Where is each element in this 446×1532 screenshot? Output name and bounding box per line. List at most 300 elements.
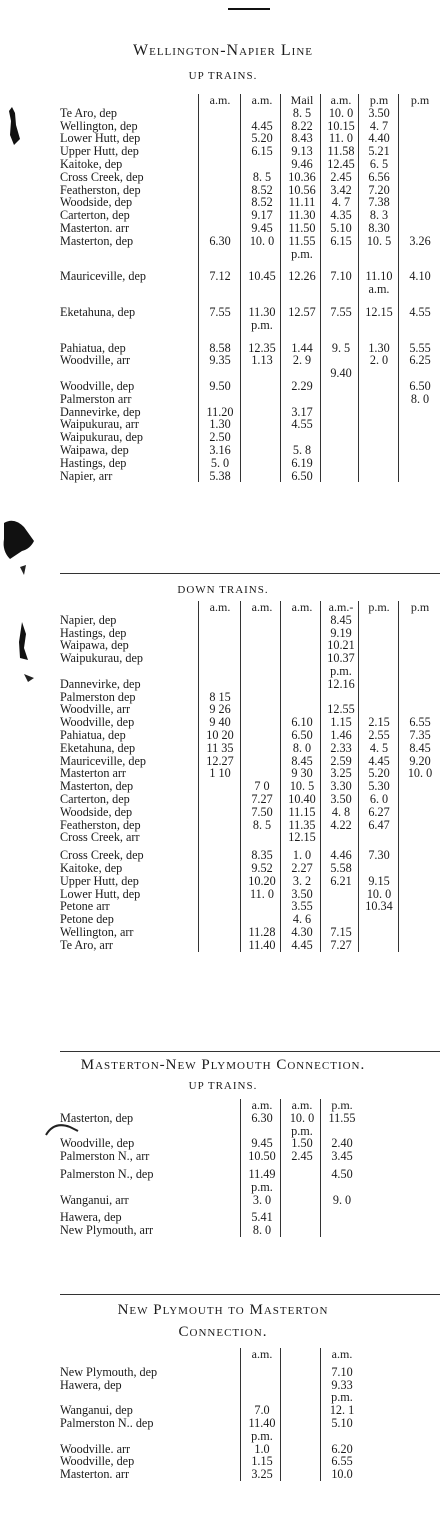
time-cell: 11.40 xyxy=(248,1415,276,1430)
time-cell: 7.10 xyxy=(331,1364,353,1379)
station-name: Wanganui, arr xyxy=(60,1192,129,1207)
time-cell: 3.50 xyxy=(368,105,390,120)
time-cell: 8.43 xyxy=(291,131,313,146)
time-cell: 11.20 xyxy=(206,404,234,419)
time-cell: 5. 0 xyxy=(210,455,230,470)
time-cell: 4.50 xyxy=(331,1166,353,1181)
time-cell: 10. 0 xyxy=(366,886,392,901)
time-cell: 9.13 xyxy=(291,144,313,159)
time-cell: 11.55 xyxy=(288,233,316,248)
time-cell: 8.45 xyxy=(330,612,352,627)
time-cell: 11 35 xyxy=(206,740,234,755)
time-cell: 7.38 xyxy=(368,195,390,210)
time-cell: p.m. xyxy=(251,317,273,332)
column-header: p.m xyxy=(369,93,389,107)
station-name: Masterton. arr xyxy=(60,220,130,235)
time-cell: 9 40 xyxy=(209,715,231,730)
time-cell: 8. 0 xyxy=(292,740,312,755)
station-name: Waipukurau, arr xyxy=(60,417,139,432)
time-cell: 7.27 xyxy=(330,937,352,952)
time-cell: 9 26 xyxy=(209,702,231,717)
time-cell: 5. 8 xyxy=(292,442,312,457)
column-rule xyxy=(280,1348,281,1481)
column-header: a.m. xyxy=(331,1347,353,1361)
station-name: Cross Creek, dep xyxy=(60,848,144,863)
column-header: a.m.- xyxy=(328,600,354,614)
time-cell: 2.33 xyxy=(330,740,352,755)
column-header: a.m. xyxy=(209,600,231,614)
time-cell: 9.52 xyxy=(251,860,273,875)
time-cell: 5.20 xyxy=(251,131,273,146)
time-cell: 1.0 xyxy=(254,1441,270,1456)
time-cell: 8. 3 xyxy=(369,208,389,223)
station-name: Featherston, dep xyxy=(60,817,141,832)
time-cell: 4. 7 xyxy=(331,195,351,210)
station-name: Palmerston N., dep xyxy=(60,1166,154,1181)
time-cell: 1.44 xyxy=(291,340,313,355)
section-rule xyxy=(60,1294,440,1295)
time-cell: 11.35 xyxy=(288,817,316,832)
time-cell: 7.12 xyxy=(209,269,231,284)
time-cell: 6.55 xyxy=(409,715,431,730)
wellington-napier-title: Wellington-Napier Line xyxy=(133,42,313,59)
time-cell: 7.35 xyxy=(409,727,431,742)
time-cell: 1 10 xyxy=(209,766,231,781)
time-cell: 6. 0 xyxy=(369,791,389,806)
time-cell: 1.50 xyxy=(291,1136,313,1151)
station-name: Napier, dep xyxy=(60,612,117,627)
time-cell: 8.58 xyxy=(209,340,231,355)
time-cell: p.m. xyxy=(291,246,313,261)
time-cell: 6.27 xyxy=(368,804,390,819)
station-name: Masterton, dep xyxy=(60,779,134,794)
time-cell: 3. 0 xyxy=(252,1192,272,1207)
time-cell: 11.58 xyxy=(327,144,355,159)
column-rule xyxy=(280,94,281,482)
time-cell: 6.15 xyxy=(251,144,273,159)
column-header: a.m. xyxy=(251,1347,273,1361)
time-cell: p.m. xyxy=(291,1123,313,1138)
station-name: Featherston, dep xyxy=(60,182,141,197)
time-cell: 11.11 xyxy=(288,195,316,210)
station-name: Woodville, dep xyxy=(60,378,135,393)
time-cell: 5.21 xyxy=(368,144,390,159)
time-cell: 8.35 xyxy=(251,848,273,863)
time-cell: 11.30 xyxy=(288,208,316,223)
station-name: Mauriceville, dep xyxy=(60,269,146,284)
time-cell: 1.13 xyxy=(251,353,273,368)
time-cell: 7.27 xyxy=(251,791,273,806)
time-cell: 8.45 xyxy=(291,753,313,768)
column-header: p.m xyxy=(410,93,430,107)
time-cell: 4.45 xyxy=(291,937,313,952)
time-cell: 6.50 xyxy=(409,378,431,393)
time-cell: 10. 0 xyxy=(328,105,354,120)
column-header: a.m. xyxy=(251,93,273,107)
np-masterton-title-1: New Plymouth to Masterton xyxy=(117,1302,329,1318)
time-cell: 6.30 xyxy=(209,233,231,248)
station-name: Te Aro, arr xyxy=(60,937,113,952)
column-rule xyxy=(240,601,241,952)
time-cell: 9.17 xyxy=(251,208,273,223)
column-header: a.m. xyxy=(251,600,273,614)
time-cell: 6.10 xyxy=(291,715,313,730)
top-rule xyxy=(228,8,270,10)
time-cell: 12.35 xyxy=(248,340,276,355)
time-cell: 5.41 xyxy=(251,1210,273,1225)
column-rule xyxy=(398,94,399,482)
time-cell: 6.25 xyxy=(409,353,431,368)
station-name: Masterton. arr xyxy=(60,1467,130,1482)
station-name: Cross Creek, arr xyxy=(60,830,140,845)
column-header: a.m. xyxy=(209,93,231,107)
station-name: Kaitoke, dep xyxy=(60,156,123,171)
time-cell: 3.50 xyxy=(330,791,352,806)
time-cell: 9.19 xyxy=(330,625,352,640)
time-cell: 9. 5 xyxy=(331,340,351,355)
column-header: a.m. xyxy=(291,1098,313,1112)
time-cell: 4.40 xyxy=(368,131,390,146)
station-name: Palmerston N.. dep xyxy=(60,1415,154,1430)
time-cell: 5.10 xyxy=(330,220,352,235)
time-cell: 11.28 xyxy=(248,924,276,939)
station-name: Pahiatua, dep xyxy=(60,340,126,355)
time-cell: 11. 0 xyxy=(250,886,274,901)
time-cell: 5.38 xyxy=(209,468,231,483)
column-header: a.m. xyxy=(291,600,313,614)
time-cell: 11.30 xyxy=(248,304,276,319)
time-cell: 6.55 xyxy=(331,1454,353,1469)
ink-blot-icon xyxy=(0,515,40,585)
time-cell: 12.27 xyxy=(206,753,234,768)
time-cell: 6.50 xyxy=(291,727,313,742)
column-rule xyxy=(240,1099,241,1237)
time-cell: 11.15 xyxy=(288,804,316,819)
time-cell: 2.15 xyxy=(368,715,390,730)
column-rule xyxy=(320,94,321,482)
station-name: Wanganui, dep xyxy=(60,1403,133,1418)
time-cell: 3.45 xyxy=(331,1149,353,1164)
station-name: Eketahuna, dep xyxy=(60,740,136,755)
station-name: Hastings, dep xyxy=(60,455,127,470)
time-cell: 6.19 xyxy=(291,455,313,470)
time-cell: p.m. xyxy=(251,1179,273,1194)
time-cell: 3.17 xyxy=(291,404,313,419)
time-cell: 4. 7 xyxy=(369,118,389,133)
time-cell: 6.15 xyxy=(330,233,352,248)
time-cell: 6. 5 xyxy=(369,156,389,171)
time-cell: 3.50 xyxy=(291,886,313,901)
time-cell: 1.46 xyxy=(330,727,352,742)
time-cell: 2.27 xyxy=(291,860,313,875)
time-cell: 11.55 xyxy=(328,1110,356,1125)
column-header: p.m xyxy=(410,600,430,614)
time-cell: 6.30 xyxy=(251,1110,273,1125)
station-name: Waipawa, dep xyxy=(60,638,129,653)
station-name: Wellington, arr xyxy=(60,924,134,939)
time-cell: 3. 2 xyxy=(292,873,312,888)
time-cell: 9.35 xyxy=(209,353,231,368)
time-cell: a.m. xyxy=(368,282,390,297)
time-cell: 7 0 xyxy=(254,779,270,794)
column-rule xyxy=(320,601,321,952)
station-name: Kaitoke, dep xyxy=(60,860,123,875)
down-trains-label: DOWN TRAINS. xyxy=(177,584,269,596)
time-cell: 10.37 xyxy=(327,651,355,666)
station-name: Hastings, dep xyxy=(60,625,127,640)
time-cell: 9. 0 xyxy=(332,1192,352,1207)
column-rule xyxy=(320,1348,321,1481)
pen-stroke-icon xyxy=(42,1115,82,1143)
time-cell: 3.25 xyxy=(330,766,352,781)
time-cell: 2. 0 xyxy=(369,353,389,368)
time-cell: 10 20 xyxy=(206,727,234,742)
column-header: Mail xyxy=(290,93,314,107)
time-cell: 7.55 xyxy=(330,304,352,319)
section-rule xyxy=(60,1051,440,1052)
time-cell: 9 30 xyxy=(291,766,313,781)
time-cell: 3.25 xyxy=(251,1467,273,1482)
station-name: Upper Hutt, dep xyxy=(60,873,139,888)
time-cell: 10.0 xyxy=(331,1467,353,1482)
time-cell: 1.30 xyxy=(209,417,231,432)
station-name: Pahiatua, dep xyxy=(60,727,126,742)
station-name: Upper Hutt, dep xyxy=(60,144,139,159)
time-cell: 9.40 xyxy=(330,366,352,381)
time-cell: 2.45 xyxy=(330,169,352,184)
time-cell: 3.30 xyxy=(330,779,352,794)
station-name: Woodside, dep xyxy=(60,804,133,819)
time-cell: 10.36 xyxy=(288,169,316,184)
station-name: Mauriceville, dep xyxy=(60,753,146,768)
time-cell: 6.21 xyxy=(330,873,352,888)
ink-blot-icon xyxy=(10,620,36,690)
time-cell: 10. 0 xyxy=(407,766,433,781)
time-cell: 11.10 xyxy=(365,269,393,284)
time-cell: 10.20 xyxy=(248,873,276,888)
time-cell: 8. 5 xyxy=(252,169,272,184)
column-rule xyxy=(240,1348,241,1481)
station-name: Waipukurau, dep xyxy=(60,651,143,666)
station-name: Masterton, dep xyxy=(60,233,134,248)
time-cell: 12.15 xyxy=(365,304,393,319)
time-cell: 1.15 xyxy=(251,1454,273,1469)
column-header: p.m. xyxy=(331,1098,353,1112)
time-cell: 2.55 xyxy=(368,727,390,742)
station-name: Woodside, dep xyxy=(60,195,133,210)
station-name: Woodville, dep xyxy=(60,1136,135,1151)
time-cell: 10.21 xyxy=(327,638,355,653)
time-cell: 7.50 xyxy=(251,804,273,819)
time-cell: 4. 5 xyxy=(369,740,389,755)
station-name: Waipawa, dep xyxy=(60,442,129,457)
column-rule xyxy=(198,601,199,952)
column-rule xyxy=(398,601,399,952)
station-name: Woodville, dep xyxy=(60,1454,135,1469)
station-name: Carterton, dep xyxy=(60,208,130,223)
time-cell: 11.50 xyxy=(288,220,316,235)
time-cell: 10.40 xyxy=(288,791,316,806)
station-name: Palmerston N., arr xyxy=(60,1149,150,1164)
time-cell: 3.55 xyxy=(291,899,313,914)
time-cell: 10. 5 xyxy=(366,233,392,248)
time-cell: 7.20 xyxy=(368,182,390,197)
time-cell: 8 15 xyxy=(209,689,231,704)
time-cell: p.m. xyxy=(330,663,352,678)
column-rule xyxy=(280,1099,281,1237)
station-name: Hawera, dep xyxy=(60,1377,122,1392)
time-cell: 10. 0 xyxy=(249,233,275,248)
station-name: Wellington, dep xyxy=(60,118,138,133)
station-name: Palmerston arr xyxy=(60,391,132,406)
station-name: Woodville, dep xyxy=(60,715,135,730)
time-cell: 10.50 xyxy=(248,1149,276,1164)
station-name: Lower Hutt, dep xyxy=(60,886,141,901)
time-cell: 5.58 xyxy=(330,860,352,875)
time-cell: 4.46 xyxy=(330,848,352,863)
time-cell: 4. 8 xyxy=(331,804,351,819)
time-cell: 9.33 xyxy=(331,1377,353,1392)
time-cell: 6.47 xyxy=(368,817,390,832)
time-cell: 12.15 xyxy=(288,830,316,845)
time-cell: 1.15 xyxy=(330,715,352,730)
station-name: Woodville. arr xyxy=(60,1441,131,1456)
time-cell: 5.30 xyxy=(368,779,390,794)
time-cell: 12. 1 xyxy=(329,1403,355,1418)
column-rule xyxy=(358,601,359,952)
up-trains-label: UP TRAINS. xyxy=(188,70,258,82)
column-header: a.m. xyxy=(330,93,352,107)
time-cell: 7.10 xyxy=(330,269,352,284)
station-name: Petone arr xyxy=(60,899,110,914)
station-name: Palmerston dep xyxy=(60,689,136,704)
masterton-new-plymouth-title: Masterton-New Plymouth Connection. xyxy=(80,1057,366,1073)
time-cell: 4.22 xyxy=(330,817,352,832)
time-cell: 2.29 xyxy=(291,378,313,393)
time-cell: 6.56 xyxy=(368,169,390,184)
time-cell: 9.20 xyxy=(409,753,431,768)
section-rule xyxy=(60,573,440,574)
time-cell: 12.45 xyxy=(327,156,355,171)
time-cell: 8.52 xyxy=(251,195,273,210)
time-cell: p.m. xyxy=(331,1390,353,1405)
column-rule xyxy=(198,94,199,482)
station-name: Lower Hutt, dep xyxy=(60,131,141,146)
time-cell: 11.49 xyxy=(248,1166,276,1181)
time-cell: 10. 5 xyxy=(289,779,315,794)
time-cell: 2.45 xyxy=(291,1149,313,1164)
station-name: Te Aro, dep xyxy=(60,105,118,120)
time-cell: 5.10 xyxy=(331,1415,353,1430)
time-cell: 10.45 xyxy=(248,269,276,284)
column-header: a.m. xyxy=(251,1098,273,1112)
time-cell: 4.55 xyxy=(409,304,431,319)
time-cell: 10.34 xyxy=(365,899,393,914)
time-cell: 5.20 xyxy=(368,766,390,781)
time-cell: 9.15 xyxy=(368,873,390,888)
time-cell: 7.0 xyxy=(254,1403,270,1418)
station-name: Carterton, dep xyxy=(60,791,130,806)
time-cell: 2. 9 xyxy=(292,353,312,368)
time-cell: 8. 5 xyxy=(292,105,312,120)
station-name: Eketahuna, dep xyxy=(60,304,136,319)
time-cell: 10.56 xyxy=(288,182,316,197)
time-cell: 8. 0 xyxy=(252,1223,272,1238)
time-cell: 9.45 xyxy=(251,220,273,235)
time-cell: 2.40 xyxy=(331,1136,353,1151)
time-cell: p.m. xyxy=(251,1428,273,1443)
time-cell: 1.30 xyxy=(368,340,390,355)
time-cell: 7.30 xyxy=(368,848,390,863)
time-cell: 9.45 xyxy=(251,1136,273,1151)
time-cell: 6.50 xyxy=(291,468,313,483)
time-cell: 12.55 xyxy=(327,702,355,717)
column-rule xyxy=(358,94,359,482)
time-cell: 3.16 xyxy=(209,442,231,457)
time-cell: 12.16 xyxy=(327,676,355,691)
station-name: Dannevirke, dep xyxy=(60,404,141,419)
time-cell: 10. 0 xyxy=(289,1110,315,1125)
time-cell: 12.26 xyxy=(288,269,316,284)
station-name: Dannevirke, dep xyxy=(60,676,141,691)
time-cell: 4.45 xyxy=(251,118,273,133)
masterton-np-up-label: UP TRAINS. xyxy=(188,1080,258,1092)
time-cell: 6.20 xyxy=(331,1441,353,1456)
station-name: Woodville, arr xyxy=(60,702,131,717)
time-cell: 9.50 xyxy=(209,378,231,393)
station-name: Petone dep xyxy=(60,912,114,927)
time-cell: 8.30 xyxy=(368,220,390,235)
station-name: Napier, arr xyxy=(60,468,113,483)
time-cell: 8. 0 xyxy=(410,391,430,406)
ink-blot-icon xyxy=(2,105,22,149)
column-rule xyxy=(240,94,241,482)
time-cell: 4. 6 xyxy=(292,912,312,927)
time-cell: 12.57 xyxy=(288,304,316,319)
time-cell: 2.50 xyxy=(209,430,231,445)
time-cell: 4.10 xyxy=(409,269,431,284)
time-cell: 3.42 xyxy=(330,182,352,197)
station-name: Cross Creek, dep xyxy=(60,169,144,184)
station-name: New Plymouth, arr xyxy=(60,1223,154,1238)
time-cell: 7.55 xyxy=(209,304,231,319)
time-cell: 8.45 xyxy=(409,740,431,755)
time-cell: 5.55 xyxy=(409,340,431,355)
time-cell: 8.52 xyxy=(251,182,273,197)
time-cell: 1. 0 xyxy=(292,848,312,863)
time-cell: 9.46 xyxy=(291,156,313,171)
time-cell: 8. 5 xyxy=(252,817,272,832)
time-cell: 10.15 xyxy=(327,118,355,133)
time-cell: 4.30 xyxy=(291,924,313,939)
np-masterton-title-2: Connection. xyxy=(178,1324,268,1340)
station-name: Masterton, dep xyxy=(60,1110,134,1125)
column-rule xyxy=(280,601,281,952)
time-cell: 2.59 xyxy=(330,753,352,768)
time-cell: 4.55 xyxy=(291,417,313,432)
station-name: Woodville, arr xyxy=(60,353,131,368)
station-name: Waipukurau, dep xyxy=(60,430,143,445)
time-cell: 8.22 xyxy=(291,118,313,133)
column-rule xyxy=(320,1099,321,1237)
time-cell: 11.40 xyxy=(248,937,276,952)
column-header: p.m. xyxy=(368,600,390,614)
time-cell: 11. 0 xyxy=(329,131,353,146)
time-cell: 3.26 xyxy=(409,233,431,248)
time-cell: 4.35 xyxy=(330,208,352,223)
time-cell: 7.15 xyxy=(330,924,352,939)
time-cell: 4.45 xyxy=(368,753,390,768)
